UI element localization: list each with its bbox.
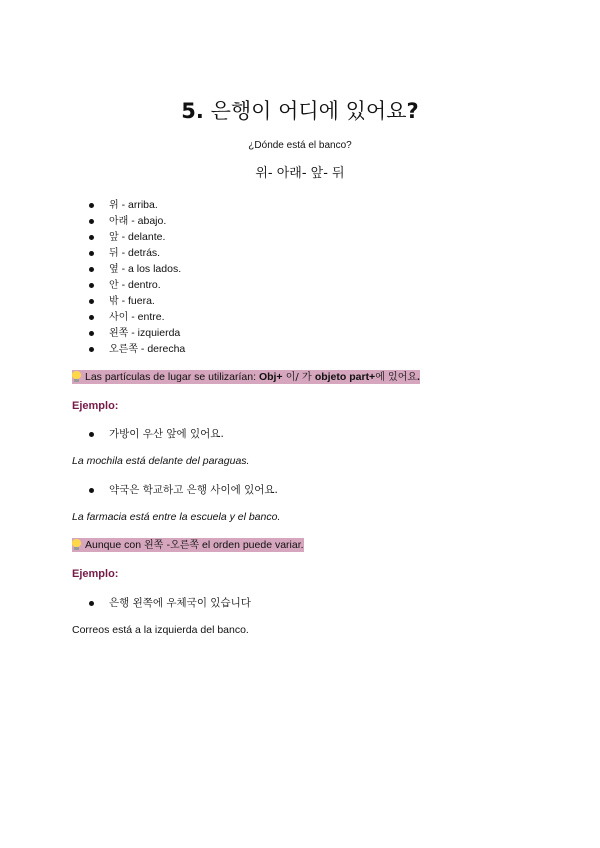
note-particles: 이/ 가 [282, 372, 315, 383]
bullet-icon [89, 203, 94, 208]
vocab-spanish: - entre. [128, 311, 165, 323]
title-korean: 은행이 어디에 있어요 [210, 99, 407, 123]
bullet-icon [89, 299, 94, 304]
bullet-icon [89, 315, 94, 320]
list-item [86, 341, 185, 357]
list-item [86, 261, 185, 277]
vocab-spanish: - fuera. [118, 295, 155, 307]
note-ending: 에 있어요 [375, 372, 418, 383]
example-translation: La mochila está delante del paraguas. [72, 455, 250, 467]
note-bold-objeto: objeto part+ [314, 371, 376, 383]
particles-note [72, 370, 420, 385]
example-korean: 가방이 우산 앞에 있어요. [109, 428, 224, 440]
list-item [86, 197, 185, 213]
vocab-korean: 오른쪽 [109, 344, 138, 355]
list-item [86, 293, 185, 309]
list-item [86, 213, 185, 229]
list-item [86, 245, 185, 261]
vocab-spanish: - delante. [118, 231, 166, 243]
vocab-spanish: - abajo. [128, 215, 167, 227]
bullet-icon [89, 251, 94, 256]
vocab-korean: 왼쪽 [109, 328, 129, 339]
vocab-korean: 뒤 [109, 248, 119, 259]
example-sentence [86, 595, 251, 611]
highlight [72, 538, 304, 552]
vocab-korean: 위 [109, 200, 119, 211]
example-label: Ejemplo: [72, 400, 119, 412]
vocab-korean: 아래 [109, 216, 129, 227]
vocab-spanish: - arriba. [118, 199, 158, 211]
note-text: el orden puede variar. [199, 539, 304, 551]
bullet-icon [89, 432, 94, 437]
vocab-spanish: - derecha [137, 343, 186, 355]
bullet-icon [89, 235, 94, 240]
bullet-icon [89, 488, 94, 493]
vocab-korean: 사이 [109, 312, 129, 323]
example-translation: La farmacia está entre la escuela y el banco. [72, 511, 281, 523]
bullet-icon [89, 601, 94, 606]
section-heading: 위- 아래- 앞- 뒤 [255, 166, 345, 181]
example-korean: 약국은 학교하고 은행 사이에 있어요. [109, 484, 278, 496]
vocab-spanish: - a los lados. [118, 263, 182, 275]
vocab-spanish: - detrás. [118, 247, 161, 259]
vocab-spanish: - dentro. [118, 279, 161, 291]
vocab-spanish: - izquierda [128, 327, 181, 339]
list-item [86, 229, 185, 245]
subtitle: ¿Dónde está el banco? [248, 140, 352, 151]
note-text: Las partículas de lugar se utilizarían: [85, 371, 259, 383]
vocab-list [86, 197, 185, 357]
lightbulb-icon [72, 539, 81, 550]
bullet-icon [89, 347, 94, 352]
example-label: Ejemplo: [72, 568, 119, 580]
list-item [86, 309, 185, 325]
example-korean: 은행 왼쪽에 우체국이 있습니다 [109, 597, 251, 609]
vocab-korean: 앞 [109, 232, 119, 243]
note-bold-obj: Obj+ [258, 371, 283, 383]
bullet-icon [89, 267, 94, 272]
list-item [86, 325, 185, 341]
example-translation: Correos está a la izquierda del banco. [72, 624, 249, 636]
highlight [72, 370, 420, 384]
vocab-korean: 밖 [109, 296, 119, 307]
list-item [86, 277, 185, 293]
lightbulb-icon [72, 371, 81, 382]
note-text: Aunque con [85, 539, 144, 551]
order-note [72, 538, 304, 553]
title-number: 5. [181, 99, 204, 123]
vocab-korean: 안 [109, 280, 119, 291]
note-period: . [417, 371, 420, 383]
bullet-icon [89, 219, 94, 224]
example-sentence [86, 426, 224, 442]
example-sentence [86, 482, 278, 498]
page-title [0, 96, 600, 126]
title-question-mark: ? [406, 99, 419, 123]
vocab-korean: 옆 [109, 264, 119, 275]
bullet-icon [89, 283, 94, 288]
note-korean: 왼쪽 -오른쪽 [143, 540, 200, 551]
bullet-icon [89, 331, 94, 336]
